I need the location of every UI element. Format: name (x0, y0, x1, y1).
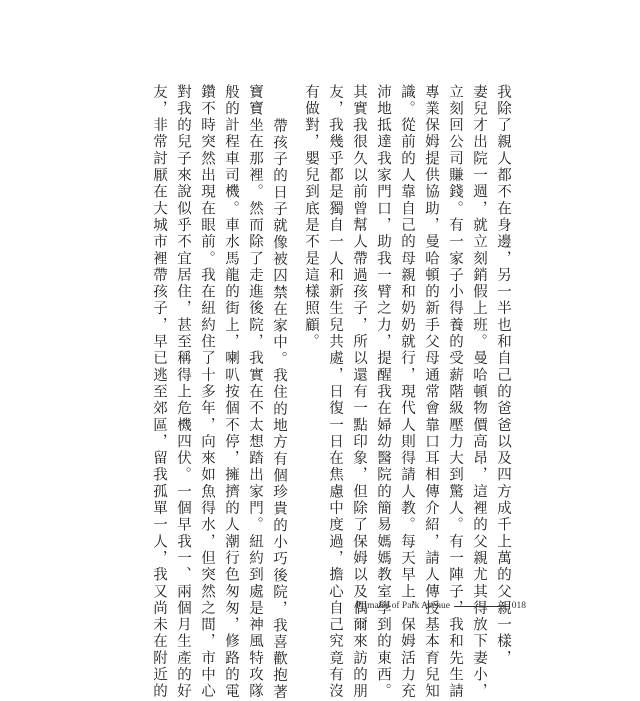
text-column-4: 專業保姆提供協助，曼哈頓的新手父母通常會靠口耳相傳介紹，請人傳授基本育兒知 (423, 84, 439, 701)
text-column-1: 我除了親人都不在身邊，另一半也和自己的爸爸以及四方成千上萬的父親一樣， (495, 84, 511, 667)
text-column-9: 有做對，嬰兒到底是不是這樣照顧。 (303, 84, 319, 351)
text-column-3: 立刻回公司賺錢。有一家子小得養的受薪階級壓力大到驚人。有一陣子，我和先生請 (447, 84, 463, 701)
text-column-12: 般的計程車司機。車水馬龍的街上，喇叭按個不停，擁擠的人潮行色匆匆，修路的電 (223, 84, 239, 701)
text-column-5: 識。從前的人靠自己的母親和奶奶就行，現代人則得請人教。每天早上，保姆活力充 (399, 84, 415, 701)
text-column-7: 其實我很久以前曾幫人帶過孩子，所以還有一點印象，但除了保姆以及偶爾來訪的朋 (351, 84, 367, 701)
text-column-11: 寶寶坐在那裡。然而除了走進後院，我實在不太想踏出家門。紐約到處是神風特攻隊 (247, 84, 263, 701)
page-footer (356, 599, 526, 613)
text-column-6: 沛地抵達我家門口，助我一臂之力，提醒我在婦幼醫院的簡易媽媽教室學到的東西。 (375, 84, 391, 701)
text-column-14: 對我的兒子來說似乎不宜居住，甚至稱得上危機四伏。一個早我一、兩個月生產的好 (175, 84, 191, 701)
text-column-8: 友，我幾乎都是獨自一人和新生兒共處，日復一日在焦慮中度過，擔心自己究竟有沒 (327, 84, 343, 701)
page-number: 018 (511, 601, 526, 611)
footer-rule (454, 606, 509, 607)
text-column-13: 鑽不時突然出現在眼前。我在紐約住了十多年，向來如魚得水，但突然之間，市中心 (199, 84, 215, 701)
text-column-10: 帶孩子的日子就像被囚禁在家中。我住的地方有個珍貴的小巧後院，我喜歡抱著 (271, 118, 287, 701)
running-title: Primates of Park Avenue (356, 601, 451, 611)
text-column-2: 妻兒才出院一週，就立刻銷假上班。曼哈頓物價高昂，這裡的父親尤其得放下妻小， (471, 84, 487, 701)
text-column-15: 友，非常討厭在大城市裡帶孩子，早已逃至郊區，留我孤單一人，我又尚未在附近的 (151, 84, 167, 701)
